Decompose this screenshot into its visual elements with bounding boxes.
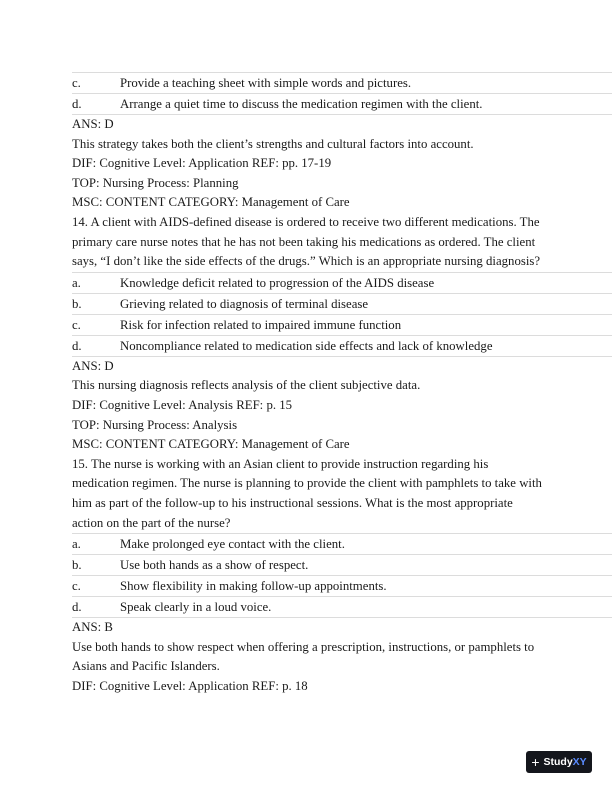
option-14-b bbox=[72, 293, 612, 314]
option-text: Show flexibility in making follow-up appointments. bbox=[120, 579, 387, 594]
option-text: Knowledge deficit related to progression of the AIDS disease bbox=[120, 275, 435, 290]
rationale-15: Use both hands to show respect when offering a prescription, instructions, or pamphlets to Asians and Pacific Islanders. bbox=[72, 639, 535, 674]
option-text: Speak clearly in a loud voice. bbox=[120, 600, 272, 615]
dif-14: DIF: Cognitive Level: Analysis REF: p. 15 bbox=[72, 397, 293, 412]
topic-14: TOP: Nursing Process: Analysis bbox=[72, 417, 238, 432]
option-text: Risk for infection related to impaired immune function bbox=[120, 317, 402, 332]
question-14: 14. A client with AIDS-defined disease is ordered to receive two different medications. The primary care nurse notes that he has not been taking his medications as ordered. The client says, “I don’t like the side effects of the drugs.” Which is an appropriate nursing diagnosis? bbox=[72, 214, 541, 269]
plus-icon: + bbox=[531, 753, 540, 770]
option-15-c bbox=[72, 575, 612, 596]
answer-14: ANS: D bbox=[72, 358, 114, 373]
answer-15: ANS: B bbox=[72, 620, 113, 635]
msc-14: MSC: CONTENT CATEGORY: Management of Care bbox=[72, 437, 350, 452]
option-letter: d. bbox=[72, 97, 82, 111]
option-15-d bbox=[72, 596, 612, 618]
option-text: Make prolonged eye contact with the client. bbox=[120, 537, 345, 552]
dif-15: DIF: Cognitive Level: Application REF: p. 18 bbox=[72, 678, 308, 693]
option-14-a bbox=[72, 272, 612, 293]
option-letter: d. bbox=[72, 338, 82, 353]
brand-name: StudyXY bbox=[543, 756, 587, 768]
studyxy-watermark-logo bbox=[526, 751, 592, 773]
option-text: Noncompliance related to medication side effects and lack of knowledge bbox=[120, 338, 493, 353]
option-letter: c. bbox=[72, 76, 81, 90]
option-letter: b. bbox=[72, 558, 82, 573]
msc-13: MSC: CONTENT CATEGORY: Management of Care bbox=[72, 195, 350, 210]
option-15-b bbox=[72, 554, 612, 575]
rationale-13: This strategy takes both the client’s strengths and cultural factors into account. bbox=[72, 136, 474, 151]
option-letter: a. bbox=[72, 537, 81, 552]
option-text: Use both hands as a show of respect. bbox=[120, 558, 309, 573]
option-letter: a. bbox=[72, 275, 81, 290]
question-15: 15. The nurse is working with an Asian client to provide instruction regarding his medication regimen. The nurse is planning to provide the client with pamphlets to take with him as part of the follow-up to his instructional sessions. What is the most appropriate action on the part of the nurse? bbox=[72, 456, 542, 530]
rationale-14: This nursing diagnosis reflects analysis of the client subjective data. bbox=[72, 378, 421, 393]
page-content bbox=[72, 72, 612, 696]
option-14-c bbox=[72, 314, 612, 335]
option-15-a bbox=[72, 533, 612, 554]
topic-13: TOP: Nursing Process: Planning bbox=[72, 175, 239, 190]
option-letter: c. bbox=[72, 317, 81, 332]
option-14-d bbox=[72, 335, 612, 357]
option-letter: c. bbox=[72, 579, 81, 594]
option-text: Grieving related to diagnosis of terminal disease bbox=[120, 296, 369, 311]
option-13-c bbox=[72, 72, 612, 93]
option-13-d bbox=[72, 93, 612, 115]
option-letter: d. bbox=[72, 600, 82, 615]
answer-13: ANS: D bbox=[72, 117, 114, 131]
option-text: Provide a teaching sheet with simple words and pictures. bbox=[120, 76, 412, 90]
option-letter: b. bbox=[72, 296, 82, 311]
option-text: Arrange a quiet time to discuss the medication regimen with the client. bbox=[120, 97, 483, 111]
dif-13: DIF: Cognitive Level: Application REF: pp. 17-19 bbox=[72, 156, 332, 171]
